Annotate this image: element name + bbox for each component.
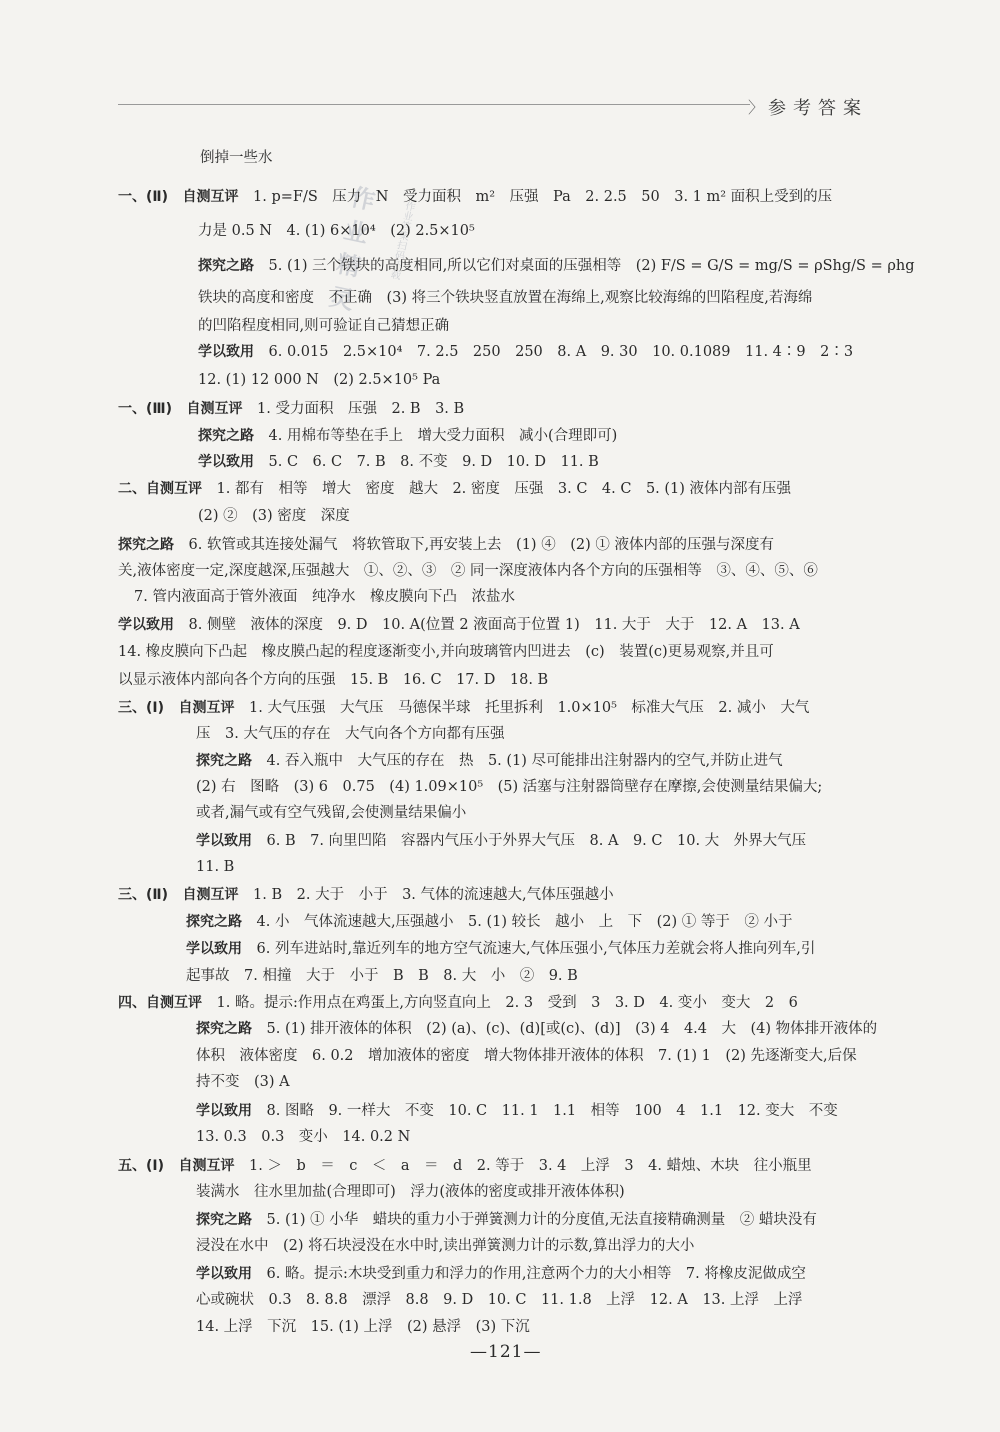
- answer-line: 学以致用 6. 列车进站时,靠近列车的地方空气流速大,气体压强小,气体压力差就会将人推向列车,引: [186, 941, 816, 957]
- answer-line: 学以致用 6. 0.015 2.5×10⁴ 7. 2.5 250 250 8. A 9. 30 10. 0.1089 11. 4∶9 2∶3: [198, 344, 854, 360]
- answer-line: 学以致用 8. 侧壁 液体的深度 9. D 10. A(位置 2 液面高于位置 1) 11. 大于 大于 12. A 13. A: [118, 617, 800, 633]
- answer-line: 探究之路 4. 用棉布等垫在手上 增大受力面积 减小(合理即可): [198, 428, 618, 444]
- answer-line: 心或碗状 0.3 8. 8.8 漂浮 8.8 9. D 10. C 11. 1.8 上浮 12. A 13. 上浮 上浮: [196, 1292, 803, 1308]
- answer-line: 13. 0.3 0.3 变小 14. 0.2 N: [196, 1129, 411, 1145]
- chevron-right-icon: 〉: [748, 98, 765, 117]
- answer-line: 二、自测互评 1. 都有 相等 增大 密度 越大 2. 密度 压强 3. C 4. C 5. (1) 液体内部有压强: [118, 481, 792, 497]
- answer-line: 起事故 7. 相撞 大于 小于 B B 8. 大 小 ② 9. B: [186, 968, 578, 984]
- answer-line: 铁块的高度和密度 不正确 (3) 将三个铁块竖直放置在海绵上,观察比较海绵的凹陷程度,若海绵: [198, 290, 813, 306]
- watermark-subtext: 作业答案扫码下载: [387, 199, 415, 281]
- answer-line: 7. 管内液面高于管外液面 纯净水 橡皮膜向下凸 浓盐水: [134, 589, 515, 605]
- answer-line: 体积 液体密度 6. 0.2 增加液体的密度 增大物体排开液体的体积 7. (1) 1 (2) 先逐渐变大,后保: [196, 1048, 857, 1064]
- answer-line: 学以致用 8. 图略 9. 一样大 不变 10. C 11. 1 1.1 相等 100 4 1.1 12. 变大 不变: [196, 1103, 838, 1119]
- answer-line: 探究之路 5. (1) ① 小华 蜡块的重力小于弹簧测力计的分度值,无法直接精确测量 ② 蜡块没有: [196, 1212, 817, 1228]
- answer-line: 力是 0.5 N 4. (1) 6×10⁴ (2) 2.5×10⁵: [198, 223, 475, 239]
- answer-line: 14. 橡皮膜向下凸起 橡皮膜凸起的程度逐渐变小,并向玻璃管内凹进去 (c) 装置(c)更易观察,并且可: [118, 644, 774, 660]
- answer-line: 浸没在水中 (2) 将石块浸没在水中时,读出弹簧测力计的示数,算出浮力的大小: [196, 1238, 695, 1254]
- answer-line: 四、自测互评 1. 略。提示:作用点在鸡蛋上,方向竖直向上 2. 3 受到 3 3. D 4. 变小 变大 2 6: [118, 995, 798, 1011]
- answer-line: 11. B: [196, 859, 235, 875]
- answer-line: 三、(Ⅱ) 自测互评 1. B 2. 大于 小于 3. 气体的流速越大,气体压强越小: [118, 887, 614, 903]
- answer-line: 关,液体密度一定,深度越深,压强越大 ①、②、③ ② 同一深度液体内各个方向的压强相等 ③、④、⑤、⑥: [118, 563, 818, 579]
- answer-line: 学以致用 6. B 7. 向里凹陷 容器内气压小于外界大气压 8. A 9. C 10. 大 外界大气压: [196, 833, 807, 849]
- answer-line: 探究之路 4. 吞入瓶中 大气压的存在 热 5. (1) 尽可能排出注射器内的空气,并防止进气: [196, 753, 783, 769]
- answer-line: 探究之路 5. (1) 排开液体的体积 (2) (a)、(c)、(d)[或(c)、(d)] (3) 4 4.4 大 (4) 物体排开液体的: [196, 1021, 878, 1037]
- page-number: —121—: [470, 1342, 542, 1362]
- answer-line: 装满水 往水里加盐(合理即可) 浮力(液体的密度或排开液体体积): [196, 1184, 625, 1200]
- answer-line: 14. 上浮 下沉 15. (1) 上浮 (2) 悬浮 (3) 下沉: [196, 1319, 530, 1335]
- answer-line: (2) 右 图略 (3) 6 0.75 (4) 1.09×10⁵ (5) 活塞与注射器筒壁存在摩擦,会使测量结果偏大;: [196, 779, 823, 795]
- answer-line: 探究之路 5. (1) 三个铁块的高度相同,所以它们对桌面的压强相等 (2) F/S = G/S = mg/S = ρShg/S = ρhg: [198, 258, 915, 274]
- answer-line: 五、(Ⅰ) 自测互评 1. ＞ b ＝ c ＜ a ＝ d 2. 等于 3. 4 上浮 3 4. 蜡烛、木块 往小瓶里: [118, 1158, 812, 1174]
- answer-line: 以显示液体内部向各个方向的压强 15. B 16. C 17. D 18. B: [118, 672, 549, 688]
- page-header-title: 参考答案: [768, 98, 868, 119]
- answer-line: (2) ② (3) 密度 深度: [198, 508, 350, 524]
- answer-line: 探究之路 6. 软管或其连接处漏气 将软管取下,再安装上去 (1) ④ (2) ① 液体内部的压强与深度有: [118, 537, 774, 553]
- answer-line: 或者,漏气或有空气残留,会使测量结果偏小: [196, 805, 467, 821]
- answer-line: 12. (1) 12 000 N (2) 2.5×10⁵ Pa: [198, 372, 441, 388]
- answer-line: 探究之路 4. 小 气体流速越大,压强越小 5. (1) 较长 越小 上 下 (2) ① 等于 ② 小于: [186, 914, 793, 930]
- answer-line: 倒掉一些水: [200, 150, 273, 166]
- answer-line: 一、(Ⅲ) 自测互评 1. 受力面积 压强 2. B 3. B: [118, 401, 465, 417]
- answer-line: 压 3. 大气压的存在 大气向各个方向都有压强: [196, 726, 505, 742]
- answer-line: 的凹陷程度相同,则可验证自己猜想正确: [198, 318, 450, 334]
- answer-line: 三、(Ⅰ) 自测互评 1. 大气压强 大气压 马德保半球 托里拆利 1.0×10⁵ 标准大气压 2. 减小 大气: [118, 700, 810, 716]
- header-rule: [118, 104, 750, 105]
- answer-line: 学以致用 5. C 6. C 7. B 8. 不变 9. D 10. D 11. B: [198, 454, 599, 470]
- answer-line: 持不变 (3) A: [196, 1074, 290, 1090]
- answer-line: 一、(Ⅱ) 自测互评 1. p=F/S 压力 N 受力面积 m² 压强 Pa 2. 2.5 50 3. 1 m² 面积上受到的压: [118, 189, 833, 205]
- answer-line: 学以致用 6. 略。提示:木块受到重力和浮力的作用,注意两个力的大小相等 7. 将橡皮泥做成空: [196, 1266, 806, 1282]
- watermark-text: 作业精灵: [321, 182, 377, 322]
